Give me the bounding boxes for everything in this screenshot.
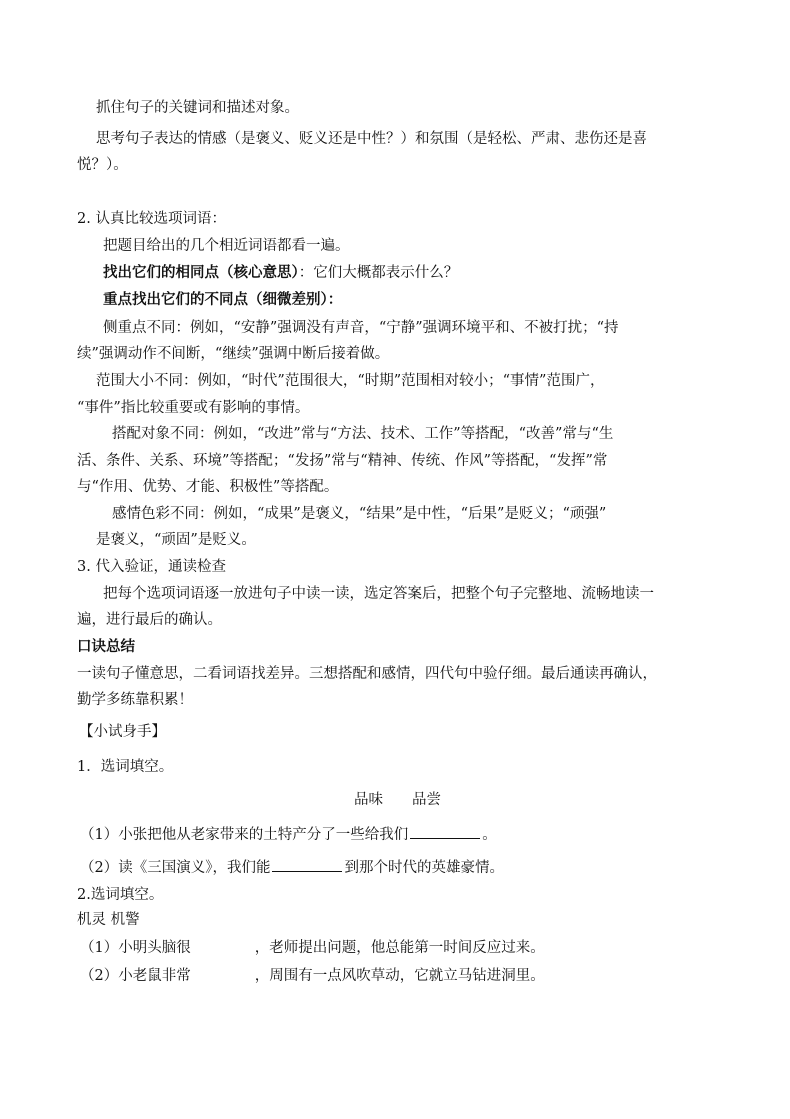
diff-scope-line2: “事件”指比较重要或有影响的事情。 [77, 400, 310, 416]
q2-title: 2.选词填空。 [77, 887, 164, 903]
q2-item1-rest: ，老师提出问题，他总能第一时间反应过来。 [254, 940, 545, 956]
step2-same-point [103, 263, 458, 283]
practice-heading: 【小试身手】 [79, 724, 166, 740]
q1-item2-answer-blank[interactable] [272, 857, 342, 872]
step3-line1: 把每个选项词语逐一放进句子中读一读，选定答案后，把整个句子完整地、流畅地读一 [103, 586, 654, 602]
q2-item1 [80, 938, 545, 958]
q1-item2-end: 到那个时代的英雄豪情。 [344, 860, 504, 876]
step2-read-all: 把题目给出的几个相近词语都看一遍。 [103, 238, 350, 254]
diff-emotion-line2: 是褒义，“顽固”是贬义。 [96, 532, 256, 548]
step2-diff-point: 重点找出它们的不同点（细微差别）： [103, 291, 343, 308]
q2-item2-rest: ，周围有一点风吹草动，它就立马钻进洞里。 [254, 968, 545, 984]
step3-line2: 遍，进行最后的确认。 [77, 612, 222, 628]
q1-item1-text: （1）小张把他从老家带来的土特产分了一些给我们 [80, 827, 409, 843]
diff-scope-line1: 范围大小不同：例如，“时代”范围很大，“时期”范围相对较小；“事情”范围广， [96, 373, 605, 389]
step2-same-point-rest: ：它们大概都表示什么？ [298, 265, 459, 281]
summary-line2: 勤学多练靠积累！ [77, 692, 193, 708]
q2-item2 [80, 966, 545, 986]
method-tip-keywords: 抓住句子的关键词和描述对象。 [96, 100, 299, 116]
diff-collocation-line3: 与“作用、优势、才能、积极性”等搭配。 [77, 479, 339, 495]
summary-line1: 一读句子懂意思，二看词语找差异。三想搭配和感情，四代句中验仔细。最后通读再确认， [77, 666, 657, 682]
q1-item1-end: 。 [482, 827, 497, 843]
q2-word-options: 机灵 机警 [77, 912, 140, 928]
q2-item1-text: （1）小明头脑很 [80, 940, 191, 956]
method-tip-emotion-line2: 悦？）。 [77, 157, 128, 173]
q2-item2-text: （2）小老鼠非常 [80, 968, 191, 984]
step3-heading: 3. 代入验证，通读检查 [77, 559, 226, 575]
q1-item1-answer-blank[interactable] [410, 824, 480, 839]
step2-same-point-bold: 找出它们的相同点（核心意思） [103, 264, 299, 281]
q1-item2 [80, 857, 504, 878]
diff-collocation-line1: 搭配对象不同：例如，“改进”常与“方法、技术、工作”等搭配，“改善”常与“生 [112, 426, 614, 442]
diff-focus-line2: 续”强调动作不间断，“继续”强调中断后接着做。 [77, 346, 390, 362]
q1-item1 [80, 824, 497, 845]
q1-word-options: 品味 品尝 [354, 792, 441, 808]
summary-heading: 口诀总结 [77, 638, 135, 655]
diff-collocation-line2: 活、条件、关系、环境”等搭配；“发扬”常与“精神、传统、作风”等搭配，“发挥”常 [77, 453, 608, 469]
step2-heading: 2. 认真比较选项词语： [77, 211, 226, 227]
diff-emotion-line1: 感情色彩不同：例如，“成果”是褒义，“结果”是中性，“后果”是贬义；“顽强” [112, 506, 607, 522]
method-tip-emotion-line1: 思考句子表达的情感（是褒义、贬义还是中性？）和氛围（是轻松、严肃、悲伤还是喜 [96, 131, 647, 147]
diff-focus-line1: 侧重点不同：例如，“安静”强调没有声音，“宁静”强调环境平和、不被打扰；“持 [103, 320, 619, 336]
q1-item2-text: （2）读《三国演义》，我们能 [80, 860, 271, 876]
q1-title: 1．选词填空。 [77, 759, 174, 775]
